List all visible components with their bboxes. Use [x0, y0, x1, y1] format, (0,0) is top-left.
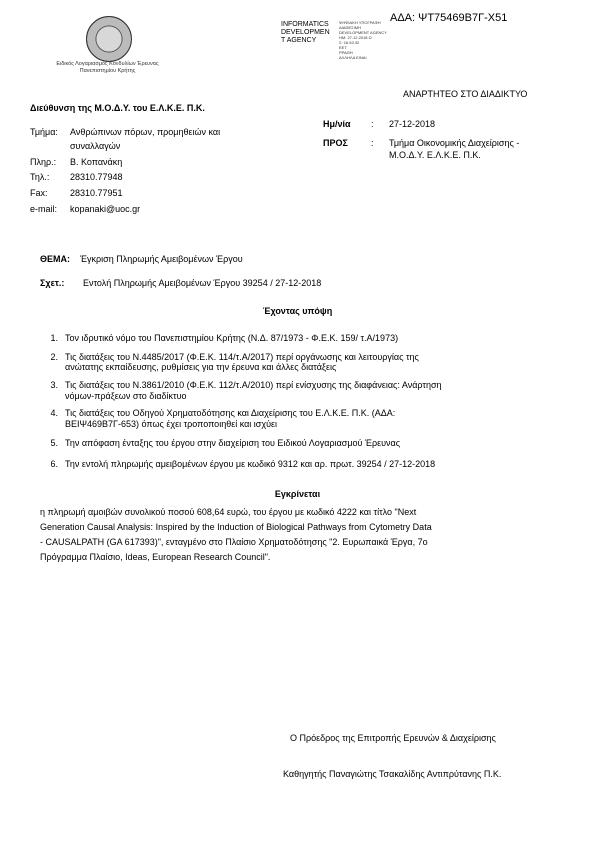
subject-value: Έγκριση Πληρωμής Αμειβομένων Έργου: [80, 254, 243, 264]
signature-info-line: ΡΡΑΘΗ: [339, 50, 353, 55]
info-value: Β. Κοπανάκη: [70, 157, 123, 167]
agency-line: T AGENCY: [281, 37, 317, 44]
signature-info-line: DEVELOPMENT AGENCY: [339, 30, 387, 35]
email-label: e-mail:: [30, 204, 58, 214]
list-item-text: Την απόφαση ένταξης του έργου στην διαχείριση του Ειδικού Λογαριασμού Έρευνας: [65, 438, 401, 448]
tel-label: Τηλ.:: [30, 172, 50, 182]
signatory-role: Ο Πρόεδρος της Επιτροπής Ερευνών & Διαχείρισης: [290, 733, 496, 743]
agency-stamp: [281, 21, 330, 45]
list-item-text: ανώτατης εκπαίδευσης, ρυθμίσεις για την έρευνα και άλλες διατάξεις: [65, 362, 337, 372]
logo-caption-line: Πανεπιστημίου Κρήτης: [79, 68, 136, 74]
approval-line: Generation Causal Analysis: Inspired by the Induction of Biological Pathways from Cytometry Data: [40, 522, 432, 532]
list-item-text: νόμων-πράξεων στο διαδίκτυο: [65, 391, 187, 401]
list-item-number: 5.: [50, 438, 58, 448]
signature-info-line: ΔΙΑΘΕΣΙΜΗ: [339, 25, 361, 30]
to-sep: :: [371, 138, 374, 148]
post-notice: ΑΝΑΡΤΗΤΕΟ ΣΤΟ ΔΙΑΔΙΚΤΥΟ: [403, 89, 528, 99]
date-value: 27-12-2018: [389, 119, 436, 129]
agency-line: DEVELOPMEN: [281, 29, 330, 36]
list-item-number: 1.: [50, 333, 58, 343]
list-item-text: ΒΕΙΨ469Β7Γ-653) όπως έχει τροποποιηθεί και ισχύει: [65, 419, 278, 429]
to-value-cont: Μ.Ο.Δ.Υ. Ε.Λ.Κ.Ε. Π.Κ.: [389, 150, 481, 160]
email-link[interactable]: kopanaki@uoc.gr: [70, 204, 141, 214]
date-sep: :: [371, 119, 374, 129]
info-label: Πληρ.:: [30, 157, 57, 167]
logo-caption: [40, 61, 175, 75]
signature-info-line: Σ: 16.53.32: [339, 40, 360, 45]
considering-heading: Έχοντας υπόψη: [262, 306, 333, 316]
digital-signature-info: [339, 20, 387, 60]
approval-line: - CAUSALPATH (GA 617393)", ενταγμένο στο Πλαίσιο Χρηματοδότησης "2. Ευρωπαικά Έργα, 7ο: [40, 537, 428, 547]
approval-line: η πληρωμή αμοιβών συνολικού ποσού 608,64 ευρώ, του έργου με κωδικό 4222 και τίτλο "Next: [40, 507, 417, 517]
fax-value: 28310.77951: [70, 188, 123, 198]
list-item-text: Τις διατάξεις του Ν.4485/2017 (Φ.Ε.Κ. 114/τ.Α/2017) περί οργάνωσης και λειτουργίας της: [65, 352, 419, 362]
reference-label: Σχετ.:: [40, 278, 65, 288]
to-label: ΠΡΟΣ: [323, 138, 348, 148]
list-item-number: 4.: [50, 408, 58, 418]
approval-text: [40, 505, 552, 565]
date-label: Ημ/νία: [323, 119, 351, 129]
signature-info-line: ΑΛΛΗΛΑ ΕΙΝΑΙ: [339, 55, 367, 60]
list-item-text: Τις διατάξεις του Οδηγού Χρηματοδότησης και Διαχείρισης του Ε.Λ.Κ.Ε. Π.Κ. (ΑΔΑ:: [65, 408, 396, 418]
ada-code: ΑΔΑ: ΨΤ75469Β7Γ-Χ51: [390, 12, 508, 24]
list-item-number: 6.: [50, 459, 58, 469]
signatory-name: Καθηγητής Παναγιώτης Τσακαλίδης Αντιπρύτανης Π.Κ.: [283, 769, 502, 779]
university-logo: [40, 16, 175, 78]
fax-label: Fax:: [30, 188, 48, 198]
unit-value: Ανθρώπινων πόρων, προμηθειών και: [70, 127, 221, 137]
approval-heading: Εγκρίνεται: [274, 489, 321, 499]
signature-info-line: EET: [339, 45, 347, 50]
logo-caption-line: Ειδικός Λογαριασμός Κονδυλίων Έρευνας: [56, 61, 159, 67]
unit-value-cont: συναλλαγών: [70, 141, 121, 151]
approval-line: Πρόγραμμα Πλαίσιο, Ideas, European Research Council".: [40, 552, 271, 562]
tel-value: 28310.77948: [70, 172, 123, 182]
agency-line: INFORMATICS: [281, 21, 329, 28]
signature-info-line: ΨΗΦΙΑΚΗ ΥΠΟΓΡΑΦΗ: [339, 20, 381, 25]
reference-value: Εντολή Πληρωμής Αμειβομένων Έργου 39254 / 27-12-2018: [83, 278, 322, 288]
sender-department: Διεύθυνση της Μ.Ο.Δ.Υ. του Ε.Λ.Κ.Ε. Π.Κ.: [30, 103, 205, 113]
to-value: Τμήμα Οικονομικής Διαχείρισης -: [389, 138, 520, 148]
list-item-number: 3.: [50, 380, 58, 390]
list-item-text: Τον ιδρυτικό νόμο του Πανεπιστημίου Κρήτης (Ν.Δ. 87/1973 - Φ.Ε.Κ. 159/ τ.Α/1973): [65, 333, 399, 343]
signature-info-line: ΗΜ: 27.12.2018 Ω: [339, 35, 372, 40]
subject-label: ΘΕΜΑ:: [40, 254, 70, 264]
unit-label: Τμήμα:: [30, 127, 58, 137]
list-item-text: Τις διατάξεις του Ν.3861/2010 (Φ.Ε.Κ. 112/τ.Α/2010) περί ενίσχυσης της διαφάνειας: Ανάρτηση: [65, 380, 442, 390]
list-item-text: Την εντολή πληρωμής αμειβομένων έργου με κωδικό 9312 και αρ. πρωτ. 39254 / 27-12-2018: [65, 459, 436, 469]
university-seal-icon: [86, 16, 132, 62]
list-item-number: 2.: [50, 352, 58, 362]
